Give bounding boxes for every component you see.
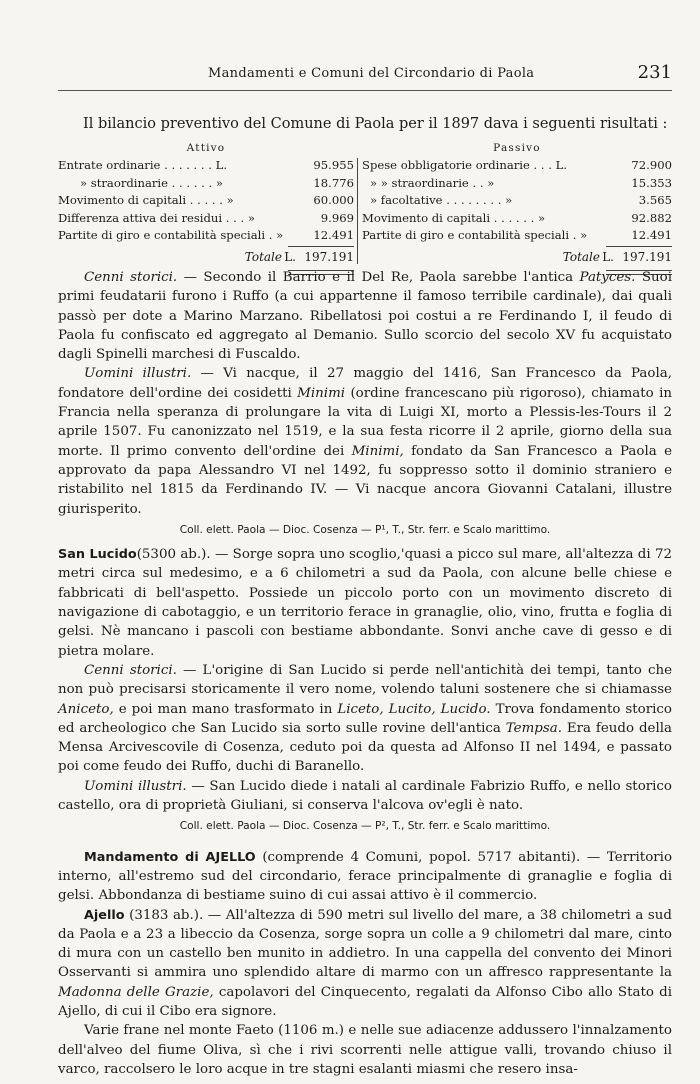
total-label: Totale (562, 249, 600, 264)
paragraph-text: (3183 ab.). — All'altezza di 590 metri sul livello del mare, a 38 chilometri a sud da Paola e a 23 a libeccio da Cosenza, sorge sopra un colle a 9 chilometri dal mare, cinto di mura con un castello ben munito in addietro. In una cappella del convento dei Minori Osservanti si ammira uno splendido altare di marmo con un affresco rappresentante la (58, 907, 672, 981)
attivo-row (58, 228, 354, 246)
passivo-row (362, 158, 672, 176)
row-value: 3.565 (638, 193, 672, 207)
row-label: » facoltative . . . . . . . . » (370, 193, 513, 207)
row-value: 18.776 (313, 175, 354, 190)
total-label: Totale (244, 249, 282, 264)
row-value: 60.000 (313, 193, 354, 207)
paragraph-mandamento-ajello (58, 848, 672, 906)
running-title: Mandamenti e Comuni del Circondario di Paola (208, 66, 535, 81)
row-label: Partite di giro e contabilità speciali . » (362, 228, 588, 242)
section-lead: Uomini illustri. (84, 778, 187, 794)
row-value: 12.491 (313, 228, 354, 242)
section-lead: Cenni storici. (84, 662, 177, 678)
total-value: 197.191 (304, 249, 354, 264)
electoral-note: Coll. elett. Paola — Dioc. Cosenza — P¹, T., Str. ferr. e Scalo marittimo. (179, 523, 551, 536)
district-name: Mandamento di AJELLO (84, 849, 256, 865)
total-currency: L. (284, 249, 296, 264)
row-label: » straordinarie . . . . . . » (80, 175, 223, 190)
paragraph-text: (ordine francescano più rigoroso), chiamato in Francia nella speranza di prolungare la vita di Luigi XI, morto a Plessis-les-Tours il 2 aprile 1507. Fu canonizzato nel 1519, e la sua festa ricorre il 2 aprile, giorno della sua morte. Il primo convento dell'ordine dei (58, 385, 673, 459)
body-text (58, 268, 672, 1079)
italic-term: Minimi, (351, 443, 404, 459)
paragraph-san-lucido (58, 545, 672, 661)
section-lead: Cenni storici. (84, 270, 178, 285)
column-divider (357, 158, 358, 264)
attivo-row (58, 211, 354, 229)
page-number: 231 (637, 62, 672, 83)
attivo-row (58, 158, 354, 176)
row-value: 12.491 (631, 228, 672, 242)
paragraph-text: Trova fondamento storico ed archeologico che San Lucido sia sorto sulle rovine dell'antica (58, 701, 672, 736)
paragraph-text: (comprende 4 Comuni, popol. 5717 abitanti). — Territorio interno, all'estremo sud del circondario, ferace principalmente di granaglie e foglia di gelsi. Abbondanza di bestiame suino di cui assai attivo è il commercio. (58, 849, 673, 904)
row-value: 95.955 (313, 158, 354, 172)
row-label: Spese obbligatorie ordinarie . . . L. (362, 158, 568, 172)
passivo-row (362, 193, 672, 211)
italic-term: Tempsa. (505, 720, 562, 736)
passivo-row (362, 176, 672, 194)
italic-term: Minimi (297, 385, 346, 401)
attivo-row (58, 176, 354, 194)
row-value: 15.353 (631, 175, 672, 190)
row-value: 72.900 (631, 158, 672, 172)
total-value: 197.191 (622, 249, 672, 264)
paragraph-text: — Secondo il Barrio e il Del Re, Paola sarebbe l'antica (177, 270, 580, 285)
total-rule (288, 246, 354, 247)
paragraph-text: (5300 ab.). — Sorge sopra uno scoglio,'quasi a picco sul mare, all'altezza di 72 metri circa sul medesimo, e a 6 chilometri a sud da Paola, con alcune belle chiese e fabbricati di bell'aspetto. Possiede un piccolo porto con un movimento discreto di navigazione di cabotaggio, e un territorio ferace in granaglie, olio, vino, frutta e foglia di gelsi. Nè mancano i pascoli con bestiame abbondante. Sonvi anche cave di gesso e di pietra molare. (58, 547, 672, 659)
paragraph-ajello (58, 906, 672, 1022)
total-currency: L. (602, 249, 614, 264)
attivo-title: Attivo (186, 142, 226, 154)
paragraph-text: e poi man mano trasformato in (113, 701, 338, 717)
paragraph-frane (58, 1021, 672, 1079)
attivo-total (58, 250, 354, 270)
place-name: Ajello (84, 907, 125, 923)
header-rule (58, 90, 672, 91)
paragraph-text: Suoi primi feudatarii furono i Ruffo (a cui appartenne il famoso terribile cardinale), dai quali passò per dote a Marino Marzano. Ribellatosi poi costui a re Ferdinando I, il feudo di Paola fu confiscato ed aggregato al Demanio. Sullo scorcio del secolo XV fu acquistato dagli Spinelli marchesi di Fuscaldo. (58, 270, 672, 363)
passivo-title: Passivo (493, 142, 541, 154)
paragraph-text: — San Lucido diede i natali al cardinale Fabrizio Ruffo, e nello storico castello, ora di proprietà Giuliani, si conserva l'alcova ov'egli è nato. (58, 778, 672, 814)
attivo-column (58, 142, 354, 270)
passivo-row (362, 228, 672, 246)
italic-term: Aniceto, (58, 701, 114, 717)
page-header (58, 62, 672, 88)
section-lead: Uomini illustri. (84, 366, 192, 382)
paragraph-text: capolavori del Cinquecento, regalati da Alfonso Cibo allo Stato di Ajello, di cui il Cibo era signore. (58, 984, 672, 1019)
passivo-column (362, 142, 672, 270)
row-label: » » straordinarie . . » (370, 175, 495, 190)
row-value: 9.969 (320, 210, 354, 225)
attivo-row (58, 193, 354, 211)
paragraph-text: — Vi nacque, il 27 maggio del 1416, San Francesco da Paola, fondatore dell'ordine dei cosidetti (58, 366, 672, 401)
row-label: Differenza attiva dei residui . . . » (58, 210, 255, 225)
electoral-note: Coll. elett. Paola — Dioc. Cosenza — P², T., Str. ferr. e Scalo marittimo. (179, 820, 551, 833)
row-label: Movimento di capitali . . . . . » (58, 193, 234, 207)
paragraph-text: Varie frane nel monte Faeto (1106 m.) e nelle sue adiacenze addussero l'innalzamento dell'alveo del fiume Oliva, sì che i rivi scorrenti nelle attigue valli, trovando chiuso il varco, raccolsero le loro acque in tre stagni esalanti miasmi che resero insa- (58, 1023, 672, 1077)
italic-term: Patyces. (579, 270, 636, 285)
passivo-total (362, 250, 672, 270)
italic-term: Madonna delle Grazie, (58, 984, 214, 1000)
total-rule (606, 246, 672, 247)
paragraph-text: Era feudo della Mensa Arcivescovile di Cosenza, ceduto poi da questa ad Alfonso II nel 1494, e passato poi come feudo dei Ruffo, duchi di Baranello. (58, 720, 672, 775)
row-label: Entrate ordinarie . . . . . . . L. (58, 158, 228, 172)
row-label: Partite di giro e contabilità speciali . » (58, 228, 284, 242)
paragraph-cenni-storici-san-lucido (58, 661, 672, 777)
row-value: 92.882 (631, 210, 672, 225)
paragraph-uomini-illustri-paola (58, 364, 672, 518)
row-label: Movimento di capitali . . . . . . » (362, 210, 546, 225)
paragraph-text: fondato da San Francesco a Paola e approvato da papa Alessandro VI nel 1492, fu soppresso sotto il dominio straniero e ristabilito nel 1815 da Ferdinando IV. — Vi nacque ancora Giovanni Catalani, illustre giurisperito. (58, 443, 672, 517)
paragraph-cenni-storici-paola (58, 268, 672, 364)
passivo-row (362, 211, 672, 229)
place-name: San Lucido (58, 547, 137, 563)
italic-term: Liceto, Lucito, Lucido. (337, 701, 491, 717)
budget-intro: Il bilancio preventivo del Comune di Paola per il 1897 dava i seguenti risultati : (83, 116, 668, 132)
paragraph-uomini-illustri-san-lucido (58, 777, 672, 816)
paragraph-text: — L'origine di San Lucido si perde nell'antichità dei tempi, tanto che non può precisarsi storicamente il vero nome, volendo taluni sostenere che si chiamasse (58, 662, 672, 698)
